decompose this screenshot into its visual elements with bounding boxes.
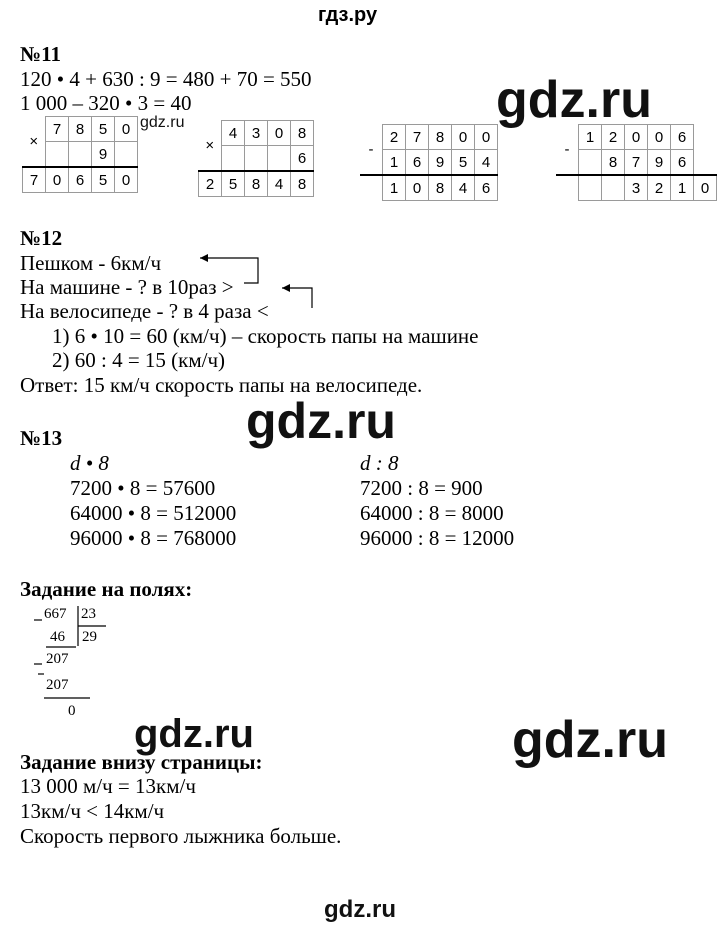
digit: 8 bbox=[291, 121, 314, 146]
digit: 5 bbox=[222, 171, 245, 197]
digit: 0 bbox=[694, 175, 717, 201]
digit: 2 bbox=[383, 125, 406, 150]
expr-multiply: 64000 • 8 = 512000 bbox=[70, 501, 237, 525]
digit: 4 bbox=[475, 150, 498, 176]
task-11-expression-1: 120 • 4 + 630 : 9 = 480 + 70 = 550 bbox=[20, 67, 312, 91]
digit: 0 bbox=[46, 167, 69, 193]
digit: 6 bbox=[475, 175, 498, 201]
long-division-subtrahend-2: 207 bbox=[46, 677, 69, 693]
long-division-remainder-1: 207 bbox=[46, 651, 69, 667]
watermark-large: gdz.ru bbox=[512, 711, 668, 769]
digit: 0 bbox=[115, 167, 138, 193]
digit: 8 bbox=[245, 171, 268, 197]
digit: 3 bbox=[245, 121, 268, 146]
task-11-expression-2: 1 000 – 320 • 3 = 40 bbox=[20, 91, 192, 115]
solution-step-1: 1) 6 • 10 = 60 (км/ч) – скорость папы на машине bbox=[52, 324, 479, 348]
digit: 8 bbox=[429, 175, 452, 201]
digit: 8 bbox=[291, 171, 314, 197]
digit: 9 bbox=[648, 150, 671, 176]
digit: 1 bbox=[671, 175, 694, 201]
task-12-answer: Ответ: 15 км/ч скорость папы на велосипеде. bbox=[20, 373, 423, 397]
digit: 0 bbox=[625, 125, 648, 150]
multiply-sign: × bbox=[23, 117, 46, 168]
task-11-title: №11 bbox=[20, 42, 61, 66]
task-13-title: №13 bbox=[20, 426, 63, 450]
digit: 4 bbox=[452, 175, 475, 201]
digit: 2 bbox=[648, 175, 671, 201]
watermark-large: gdz.ru bbox=[246, 393, 396, 449]
multiply-sign: × bbox=[199, 121, 222, 172]
digit: 7 bbox=[46, 117, 69, 142]
long-division-divisor: 23 bbox=[81, 606, 96, 622]
expr-header-divide: d : 8 bbox=[360, 451, 399, 475]
digit: 0 bbox=[452, 125, 475, 150]
footer-watermark: gdz.ru bbox=[324, 896, 396, 923]
solution-step-2: 2) 60 : 4 = 15 (км/ч) bbox=[52, 348, 226, 372]
minus-sign: - bbox=[360, 125, 383, 176]
site-header: гдз.ру bbox=[318, 4, 378, 26]
expr-divide: 7200 : 8 = 900 bbox=[360, 476, 483, 500]
digit: 7 bbox=[406, 125, 429, 150]
digit: 1 bbox=[383, 175, 406, 201]
condition-bicycle: На велосипеде - ? в 4 раза < bbox=[20, 299, 269, 323]
bottom-conclusion: Скорость первого лыжника больше. bbox=[20, 824, 342, 848]
expr-multiply: 96000 • 8 = 768000 bbox=[70, 526, 237, 550]
digit: 5 bbox=[452, 150, 475, 176]
watermark-large: gdz.ru bbox=[134, 712, 254, 756]
digit: 0 bbox=[406, 175, 429, 201]
long-division-dividend: 667 bbox=[44, 606, 67, 622]
digit: 6 bbox=[291, 146, 314, 172]
digit: 5 bbox=[92, 167, 115, 193]
digit: 2 bbox=[199, 171, 222, 197]
digit: 0 bbox=[268, 121, 291, 146]
long-division-final: 0 bbox=[68, 703, 76, 719]
long-division-quotient: 29 bbox=[82, 629, 97, 645]
margins-title: Задание на полях: bbox=[20, 577, 193, 601]
digit: 9 bbox=[429, 150, 452, 176]
digit: 0 bbox=[115, 117, 138, 142]
digit: 7 bbox=[23, 167, 46, 193]
minus-sign: - bbox=[556, 125, 579, 176]
digit: 8 bbox=[69, 117, 92, 142]
watermark-large: gdz.ru bbox=[496, 71, 652, 129]
digit: 6 bbox=[671, 125, 694, 150]
digit: 4 bbox=[268, 171, 291, 197]
task-12-title: №12 bbox=[20, 226, 63, 250]
digit: 6 bbox=[406, 150, 429, 176]
bottom-line-1: 13 000 м/ч = 13км/ч bbox=[20, 774, 196, 798]
expr-header-multiply: d • 8 bbox=[70, 451, 109, 475]
digit: 8 bbox=[602, 150, 625, 176]
digit: 6 bbox=[671, 150, 694, 176]
long-division-subtrahend-1: 46 bbox=[50, 629, 65, 645]
digit: 9 bbox=[92, 142, 115, 168]
expr-multiply: 7200 • 8 = 57600 bbox=[70, 476, 216, 500]
digit: 4 bbox=[222, 121, 245, 146]
digit: 2 bbox=[602, 125, 625, 150]
digit: 1 bbox=[579, 125, 602, 150]
expr-divide: 64000 : 8 = 8000 bbox=[360, 501, 504, 525]
digit: 6 bbox=[69, 167, 92, 193]
digit: 3 bbox=[625, 175, 648, 201]
bottom-task-title: Задание внизу страницы: bbox=[20, 750, 263, 774]
digit: 5 bbox=[92, 117, 115, 142]
expr-divide: 96000 : 8 = 12000 bbox=[360, 526, 515, 550]
watermark-small: gdz.ru bbox=[140, 114, 185, 131]
condition-walk: Пешком - 6км/ч bbox=[20, 251, 162, 275]
digit: 7 bbox=[625, 150, 648, 176]
digit: 0 bbox=[648, 125, 671, 150]
condition-car: На машине - ? в 10раз > bbox=[20, 275, 234, 299]
bottom-line-2: 13км/ч < 14км/ч bbox=[20, 799, 165, 823]
digit: 1 bbox=[383, 150, 406, 176]
digit: 0 bbox=[475, 125, 498, 150]
digit: 8 bbox=[429, 125, 452, 150]
